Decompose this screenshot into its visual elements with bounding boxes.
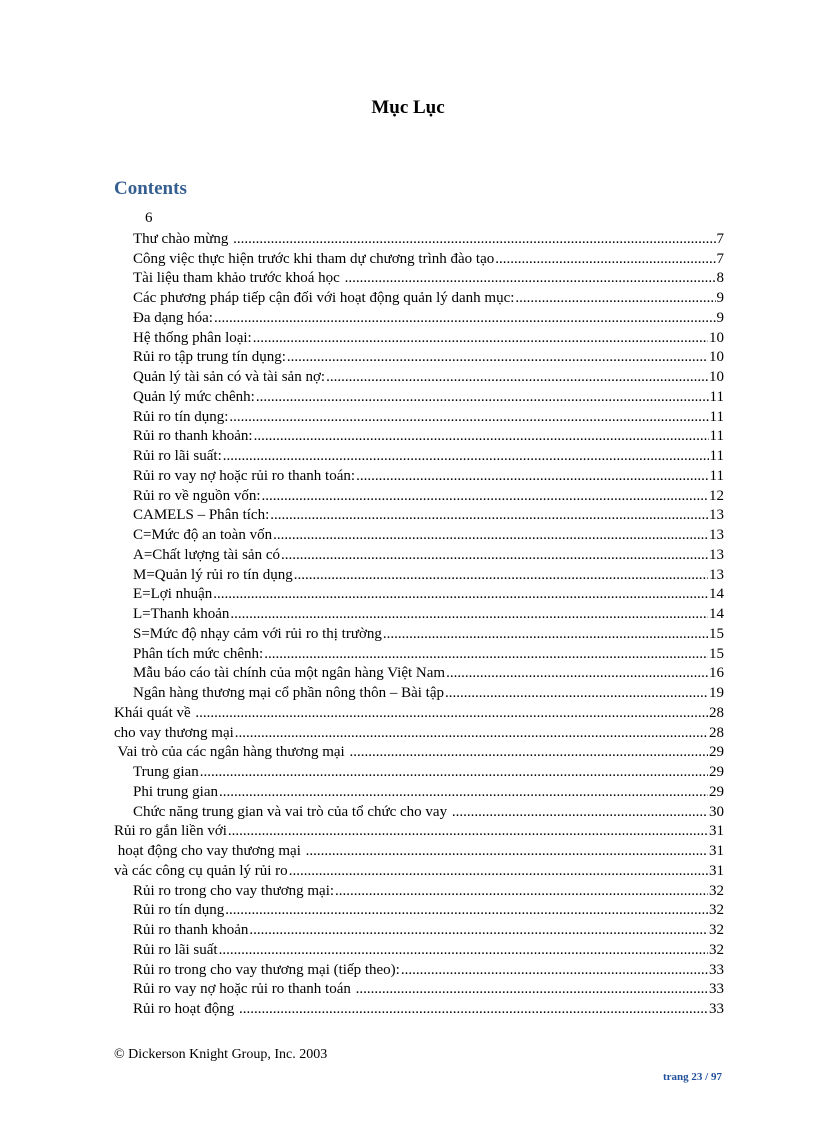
toc-dot-leader — [446, 664, 708, 682]
page-number: trang 23 / 97 — [663, 1071, 722, 1083]
toc-entry-title: cho vay thương mại — [114, 724, 234, 741]
toc-entry-page: 10 — [709, 329, 724, 346]
toc-entry-title: Hệ thống phân loại: — [133, 329, 252, 346]
toc-dot-leader — [383, 625, 708, 643]
toc-entry-title: C=Mức độ an toàn vốn — [133, 527, 273, 543]
toc-entry-page: 7 — [716, 250, 724, 267]
toc-entry-title: E=Lợi nhuận — [133, 586, 213, 603]
toc-dot-leader — [233, 230, 715, 248]
stray-number: 6 — [145, 210, 153, 226]
toc-dot-leader — [235, 724, 708, 742]
toc-entry-page: 10 — [709, 369, 724, 385]
toc-entry-title: Chức năng trung gian và vai trò của tổ chức cho vay — [133, 803, 451, 820]
toc-entry-title: Quản lý tài sản có và tài sản nợ: — [133, 369, 326, 385]
toc-entry[interactable] — [114, 742, 724, 762]
toc-entry[interactable] — [114, 979, 724, 999]
toc-entry-page: 15 — [709, 625, 724, 642]
toc-dot-leader — [294, 566, 708, 584]
toc-entry[interactable] — [114, 603, 724, 623]
toc-entry-title: Thư chào mừng — [133, 230, 233, 247]
toc-entry-title: Ngân hàng thương mại cổ phần nông thôn – Bài tập — [133, 685, 445, 701]
toc-entry[interactable] — [114, 386, 724, 406]
toc-entry-page: 32 — [709, 882, 724, 899]
toc-entry-title: Quản lý mức chênh: — [133, 388, 255, 405]
toc-entry[interactable] — [114, 406, 724, 426]
toc-dot-leader — [253, 329, 708, 347]
toc-entry-page: 11 — [709, 388, 724, 405]
toc-dot-leader — [228, 822, 708, 840]
toc-entry-page: 13 — [709, 507, 724, 524]
toc-entry[interactable] — [114, 228, 724, 248]
toc-dot-leader — [445, 684, 708, 702]
toc-entry[interactable] — [114, 919, 724, 939]
toc-entry-title: Tài liệu tham khảo trước khoá học — [133, 270, 344, 287]
page-title: Mục Lục — [371, 97, 445, 118]
toc-entry-title: Rủi ro lãi suất: — [133, 448, 222, 464]
toc-entry-title: Rủi ro vay nợ hoặc rủi ro thanh toán — [133, 981, 355, 998]
toc-entry-page: 12 — [709, 487, 724, 504]
toc-entry[interactable] — [114, 860, 724, 880]
toc-entry-page: 14 — [709, 606, 724, 622]
contents-heading: Contents — [114, 178, 187, 199]
toc-entry-page: 31 — [709, 843, 724, 859]
toc-entry-page: 33 — [709, 1001, 724, 1017]
toc-entry-page: 11 — [709, 408, 724, 425]
toc-entry-title: Rủi ro trong cho vay thương mại: — [133, 882, 335, 899]
toc-entry-page: 11 — [709, 448, 724, 464]
toc-entry[interactable] — [114, 840, 724, 860]
toc-entry-page: 13 — [709, 566, 724, 583]
toc-dot-leader — [306, 842, 708, 860]
toc-entry[interactable] — [114, 524, 724, 544]
toc-entry[interactable] — [114, 880, 724, 900]
toc-dot-leader — [264, 645, 708, 663]
toc-entry[interactable] — [114, 268, 724, 288]
toc-dot-leader — [287, 348, 708, 366]
toc-entry-page: 31 — [709, 862, 724, 879]
toc-entry-page: 29 — [709, 764, 724, 780]
toc-dot-leader — [200, 763, 708, 781]
toc-entry-title: Rủi ro hoạt động — [133, 1001, 238, 1017]
toc-dot-leader — [356, 467, 708, 485]
toc-entry-page: 11 — [709, 428, 724, 445]
toc-entry-page: 33 — [709, 981, 724, 998]
toc-entry[interactable] — [114, 643, 724, 663]
toc-entry[interactable] — [114, 663, 724, 683]
toc-dot-leader — [515, 289, 715, 307]
toc-entry-title: Công việc thực hiện trước khi tham dự chương trình đào tạo — [133, 250, 495, 267]
toc-dot-leader — [345, 269, 716, 287]
toc-entry-page: 9 — [716, 290, 724, 306]
toc-dot-leader — [273, 526, 708, 544]
toc-entry-page: 13 — [709, 546, 724, 563]
toc-dot-leader — [213, 585, 708, 603]
toc-dot-leader — [335, 882, 708, 900]
copyright-notice: © Dickerson Knight Group, Inc. 2003 — [114, 1047, 328, 1062]
toc-entry-page: 29 — [709, 744, 724, 761]
toc-entry[interactable] — [114, 584, 724, 604]
toc-dot-leader — [225, 901, 708, 919]
toc-dot-leader — [326, 368, 708, 386]
toc-entry-page: 33 — [709, 961, 724, 978]
toc-entry[interactable] — [114, 821, 724, 841]
toc-entry[interactable] — [114, 801, 724, 821]
toc-entry-page: 28 — [709, 704, 724, 721]
toc-entry[interactable] — [114, 781, 724, 801]
toc-dot-leader — [219, 941, 708, 959]
toc-entry-page: 30 — [709, 803, 724, 820]
toc-dot-leader — [262, 487, 709, 505]
toc-entry[interactable] — [114, 366, 724, 386]
toc-dot-leader — [452, 803, 708, 821]
toc-entry[interactable] — [114, 287, 724, 307]
toc-entry-title: Rủi ro tín dụng — [133, 902, 225, 919]
toc-dot-leader — [495, 250, 715, 268]
toc-entry-title: Rủi ro vay nợ hoặc rủi ro thanh toán: — [133, 467, 356, 484]
toc-entry[interactable] — [114, 544, 724, 564]
toc-entry-page: 28 — [709, 724, 724, 741]
toc-entry-title: Mẫu báo cáo tài chính của một ngân hàng Việt Nam — [133, 665, 446, 682]
toc-entry-page: 11 — [709, 467, 724, 484]
toc-entry[interactable] — [114, 761, 724, 781]
toc-entry-title: Khái quát về — [114, 704, 195, 721]
toc-entry-page: 8 — [716, 270, 724, 287]
toc-entry-page: 9 — [716, 309, 724, 326]
toc-entry-title: hoạt động cho vay thương mại — [114, 843, 305, 859]
toc-dot-leader — [256, 388, 709, 406]
toc-entry-title: Rủi ro thanh khoản: — [133, 428, 253, 445]
toc-entry[interactable] — [114, 722, 724, 742]
toc-entry-page: 19 — [709, 685, 724, 701]
toc-entry-page: 7 — [716, 230, 724, 247]
toc-entry-page: 32 — [709, 902, 724, 919]
toc-entry[interactable] — [114, 702, 724, 722]
toc-entry-title: S=Mức độ nhạy cảm với rủi ro thị trường — [133, 625, 382, 642]
toc-entry-page: 29 — [709, 783, 724, 800]
toc-entry[interactable] — [114, 900, 724, 920]
toc-entry-title: Rủi ro về nguồn vốn: — [133, 487, 261, 504]
toc-entry-title: Rủi ro tín dụng: — [133, 408, 229, 425]
toc-entry-title: Phi trung gian — [133, 783, 218, 800]
toc-entry-title: A=Chất lượng tài sản có — [133, 546, 280, 563]
toc-entry-title: Rủi ro tập trung tín dụng: — [133, 349, 286, 366]
toc-entry-page: 15 — [709, 645, 724, 662]
toc-entry[interactable] — [114, 347, 724, 367]
toc-entry[interactable] — [114, 623, 724, 643]
toc-entry-page: 16 — [709, 665, 724, 682]
toc-dot-leader — [254, 427, 709, 445]
table-of-contents — [114, 228, 724, 1018]
toc-entry[interactable] — [114, 485, 724, 505]
toc-entry-page: 31 — [709, 823, 724, 840]
toc-entry-title: Đa dạng hóa: — [133, 309, 213, 326]
toc-entry[interactable] — [114, 998, 724, 1018]
toc-entry[interactable] — [114, 327, 724, 347]
toc-dot-leader — [289, 862, 708, 880]
toc-entry-page: 13 — [709, 527, 724, 543]
toc-entry[interactable] — [114, 426, 724, 446]
toc-dot-leader — [214, 309, 716, 327]
toc-entry-title: CAMELS – Phân tích: — [133, 507, 270, 524]
toc-entry[interactable] — [114, 445, 724, 465]
toc-entry-page: 32 — [709, 922, 724, 938]
toc-entry-title: Trung gian — [133, 764, 199, 780]
toc-dot-leader — [270, 506, 708, 524]
toc-entry-title: Rủi ro thanh khoản — [133, 922, 249, 938]
toc-entry[interactable] — [114, 939, 724, 959]
toc-entry-title: và các công cụ quản lý rủi ro — [114, 862, 288, 879]
toc-entry-title: Rủi ro trong cho vay thương mại (tiếp theo): — [133, 961, 400, 978]
toc-dot-leader — [249, 921, 708, 939]
toc-entry[interactable] — [114, 959, 724, 979]
toc-entry-title: Phân tích mức chênh: — [133, 645, 264, 662]
toc-dot-leader — [349, 743, 708, 761]
toc-dot-leader — [239, 1000, 708, 1018]
toc-dot-leader — [356, 980, 708, 998]
toc-dot-leader — [223, 447, 709, 465]
toc-entry[interactable] — [114, 307, 724, 327]
toc-entry-page: 14 — [709, 586, 724, 603]
toc-entry[interactable] — [114, 465, 724, 485]
toc-entry[interactable] — [114, 505, 724, 525]
toc-dot-leader — [401, 961, 708, 979]
toc-entry[interactable] — [114, 564, 724, 584]
toc-entry[interactable] — [114, 248, 724, 268]
toc-entry-title: Vai trò của các ngân hàng thương mại — [114, 744, 349, 761]
toc-dot-leader — [229, 408, 708, 426]
toc-dot-leader — [281, 546, 708, 564]
toc-dot-leader — [195, 704, 708, 722]
toc-entry-title: M=Quản lý rủi ro tín dụng — [133, 566, 293, 583]
toc-dot-leader — [219, 783, 708, 801]
toc-entry-title: Rủi ro lãi suất — [133, 941, 218, 958]
toc-entry[interactable] — [114, 682, 724, 702]
toc-entry-page: 10 — [709, 349, 724, 366]
toc-dot-leader — [230, 605, 708, 623]
toc-entry-title: Các phương pháp tiếp cận đối với hoạt động quản lý danh mục: — [133, 290, 515, 306]
toc-entry-title: L=Thanh khoản — [133, 606, 230, 622]
toc-entry-title: Rủi ro gắn liền với — [114, 823, 227, 840]
toc-entry-page: 32 — [709, 941, 724, 958]
